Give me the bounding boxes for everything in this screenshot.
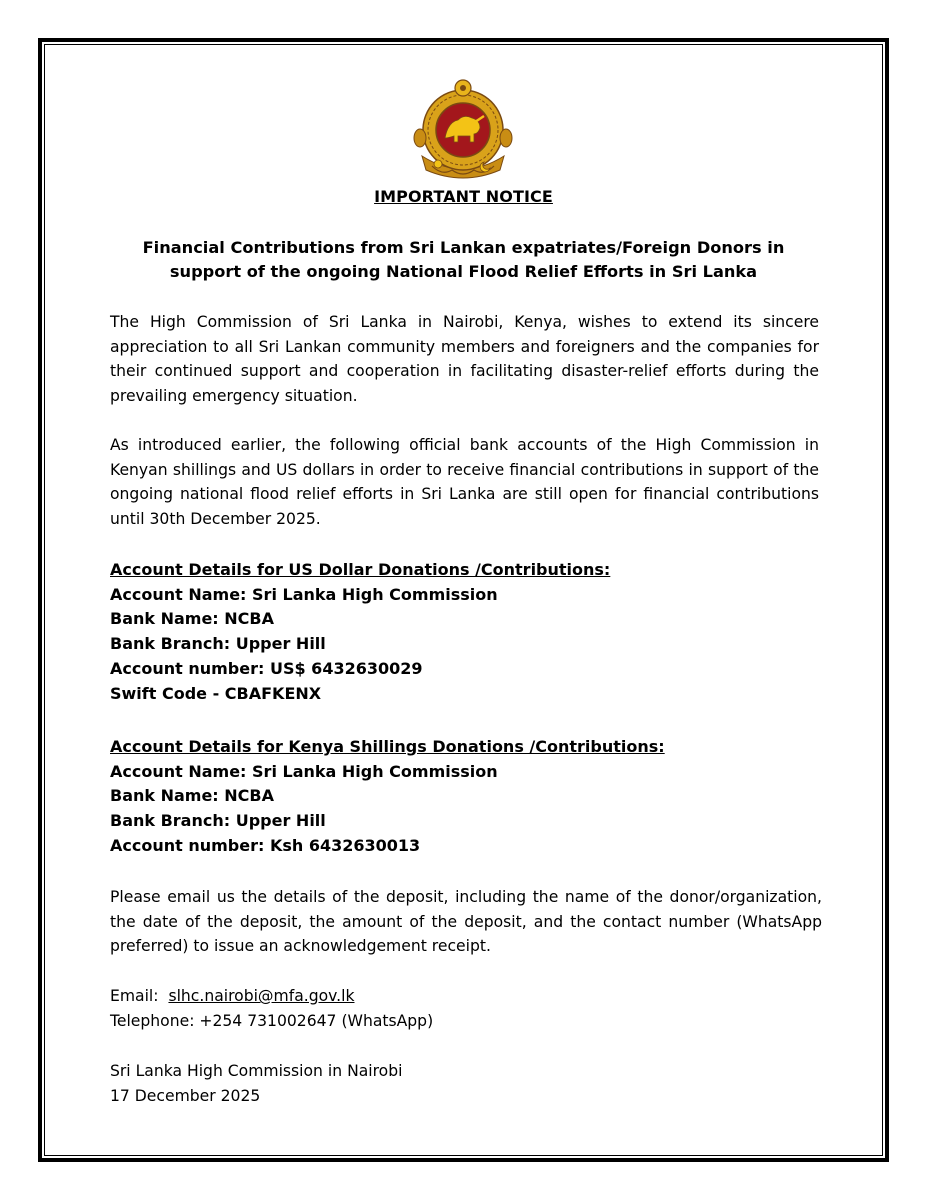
subtitle-line-2: support of the ongoing National Flood Relief Efforts in Sri Lanka (169, 262, 758, 281)
usd-bank-name: Bank Name: NCBA (110, 609, 274, 629)
usd-account-name: Account Name: Sri Lanka High Commission (110, 584, 498, 604)
sri-lanka-emblem-icon (412, 78, 514, 184)
usd-account-number: Account number: US$ 6432630029 (110, 658, 423, 678)
email-link[interactable]: slhc.nairobi@mfa.gov.lk (168, 987, 355, 1005)
notice-subtitle (110, 236, 817, 284)
ksh-account-number: Account number: Ksh 6432630013 (110, 835, 421, 855)
usd-bank-branch: Bank Branch: Upper Hill (110, 634, 326, 654)
email-label: Email: (110, 987, 159, 1005)
telephone: Telephone: +254 731002647 (WhatsApp) (110, 1011, 434, 1030)
appreciation-paragraph: The High Commission of Sri Lanka in Nairobi, Kenya, wishes to extend its sincere appreciation to all Sri Lankan community members and foreigners and the companies for their continued support and cooperation in facilitating disaster-relief efforts during the prevailing emergency situation. (110, 313, 819, 405)
ksh-account-details (110, 735, 665, 859)
issuing-office: Sri Lanka High Commission in Nairobi (110, 1062, 403, 1080)
accounts-intro-paragraph: As introduced earlier, the following official bank accounts of the High Commission in Kenyan shillings and US dollars in order to receive financial contributions in support of the ongoing national flood relief efforts in Sri Lanka are still open for financial contributions until 30th December 2025. (110, 436, 819, 528)
subtitle-line-1: Financial Contributions from Sri Lankan expatriates/Foreign Donors in (142, 238, 785, 257)
ksh-bank-name: Bank Name: NCBA (110, 786, 274, 806)
notice-title: IMPORTANT NOTICE (374, 187, 553, 206)
issue-date: 17 December 2025 (110, 1086, 261, 1105)
deposit-instructions-paragraph: Please email us the details of the deposit, including the name of the donor/organization, the date of the deposit, the amount of the deposit, and the contact number (WhatsApp preferred) to issue an acknowledgement receipt. (110, 888, 822, 955)
usd-account-details (110, 558, 610, 706)
signature-block (110, 1059, 402, 1108)
contact-details (110, 984, 433, 1033)
ksh-account-name: Account Name: Sri Lanka High Commission (110, 761, 498, 781)
ksh-account-heading: Account Details for Kenya Shillings Donations /Contributions: (110, 737, 665, 756)
usd-swift-code: Swift Code - CBAFKENX (110, 683, 322, 703)
usd-account-heading: Account Details for US Dollar Donations /Contributions: (110, 560, 611, 579)
ksh-bank-branch: Bank Branch: Upper Hill (110, 811, 326, 831)
